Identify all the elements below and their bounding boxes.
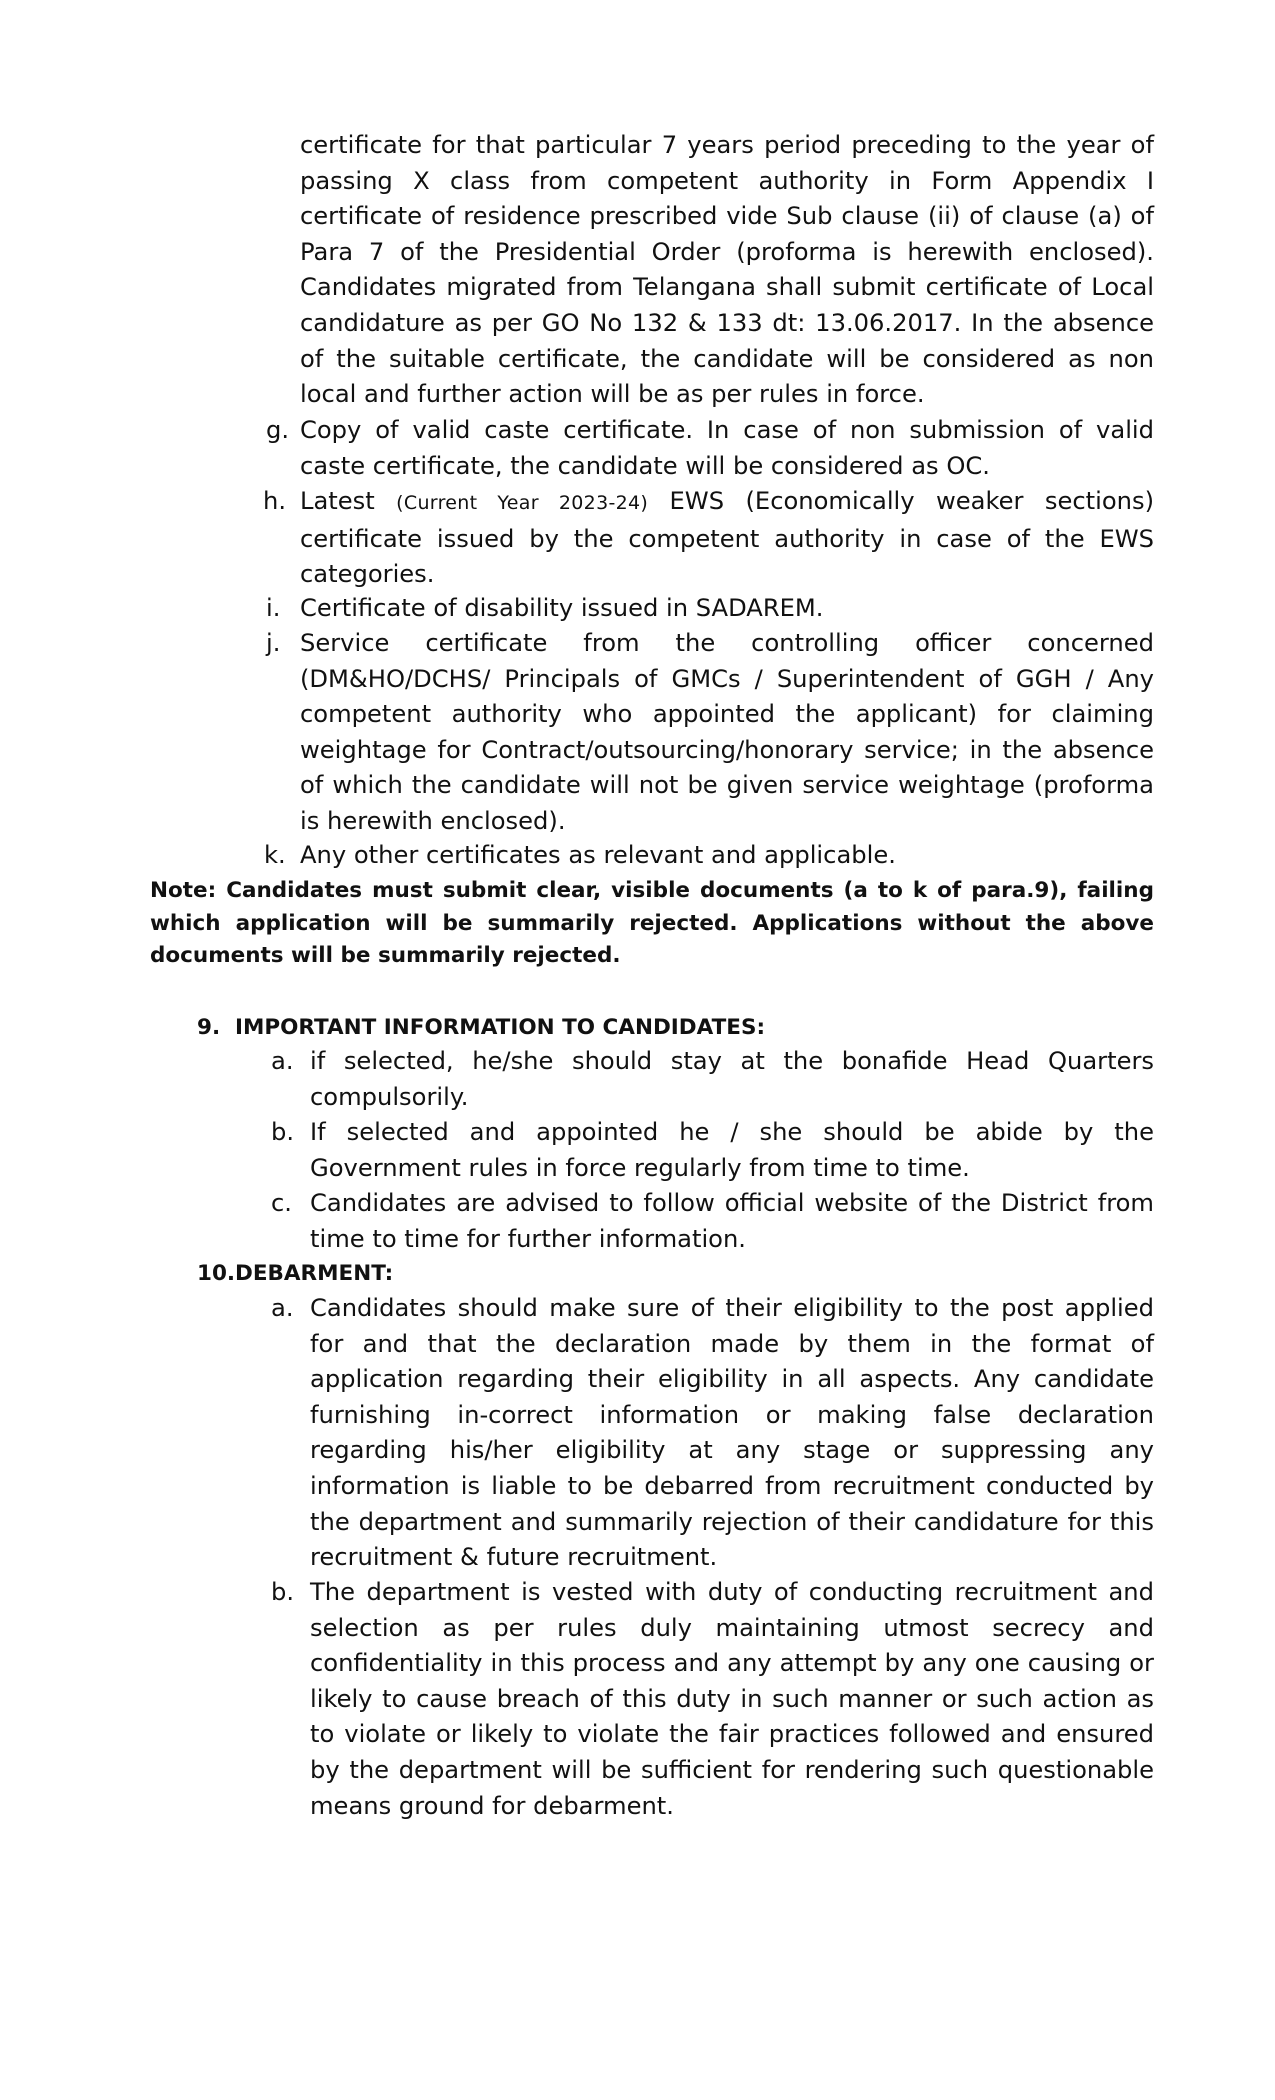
section-9-number: 9. <box>197 1015 221 1040</box>
section-9-marker-b: b. <box>271 1118 295 1146</box>
section-10-heading: DEBARMENT: <box>235 1261 394 1286</box>
section-10-item-eligibility: Candidates should make sure of their eligibility to the post applied for and that the declaration made by them in the format of application regarding their eligibility in all aspects. Any candidate furnishing in-correct information or making false declaration regarding his/her eligibility at any stage or suppressing any information is liable to be debarred from recruitment conducted by the department and summarily rejection of their candidature for this recruitment & future recruitment. <box>310 1294 1154 1572</box>
list-marker-j: j. <box>266 629 281 657</box>
section-9-marker-c: c. <box>271 1189 292 1217</box>
section-9-item-government-rules: If selected and appointed he / she should be abide by the Government rules in force regularly from time to time. <box>310 1118 1154 1182</box>
section-10-marker-a: a. <box>271 1294 294 1322</box>
section-10-marker-b: b. <box>271 1578 295 1606</box>
certificate-continuation-paragraph: certificate for that particular 7 years period preceding to the year of passing X class from competent authority in Form Appendix I certificate of residence prescribed vide Sub clause (ii) of clause (a) of Para 7 of the Presidential Order (proforma is herewith enclosed). Candidates migrated from Telangana shall submit certificate of Local candidature as per GO No 132 & 133 dt: 13.06.2017. In the absence of the suitable certificate, the candidate will be considered as non local and further action will be as per rules in force. <box>300 131 1154 409</box>
list-marker-g: g. <box>266 416 290 444</box>
list-item-service-certificate: Service certificate from the controlling officer concerned (DM&HO/DCHS/ Principals of GMCs / Superintendent of GGH / Any competent authority who appointed the applicant) for claiming weightage for Contract/outsourcing/honorary service; in the absence of which the candidate will not be given service weightage (proforma is herewith enclosed). <box>300 629 1154 835</box>
list-item-ews-certificate <box>300 484 1154 593</box>
ews-text-before: Latest <box>300 487 397 515</box>
list-marker-i: i. <box>266 594 281 622</box>
list-marker-k: k. <box>264 841 286 869</box>
ews-current-year: (Current Year 2023-24) <box>396 492 649 514</box>
section-9-item-official-website: Candidates are advised to follow official website of the District from time to time for further information. <box>310 1189 1154 1253</box>
section-9-heading: IMPORTANT INFORMATION TO CANDIDATES: <box>235 1015 766 1040</box>
list-item-disability-certificate: Certificate of disability issued in SADAREM. <box>300 594 824 622</box>
documents-note: Note: Candidates must submit clear, visible documents (a to k of para.9), failing which application will be summarily rejected. Applications without the above documents will be summarily rejected. <box>150 878 1154 968</box>
ews-text-after: EWS (Economically weaker sections) certificate issued by the competent authority in case of the EWS categories. <box>300 487 1155 589</box>
list-item-caste-certificate: Copy of valid caste certificate. In case of non submission of valid caste certificate, the candidate will be considered as OC. <box>300 416 1154 480</box>
section-10-number: 10. <box>197 1261 236 1286</box>
section-10-item-secrecy: The department is vested with duty of conducting recruitment and selection as per rules duly maintaining utmost secrecy and confidentiality in this process and any attempt by any one causing or likely to cause breach of this duty in such manner or such action as to violate or likely to violate the fair practices followed and ensured by the department will be sufficient for rendering such questionable means ground for debarment. <box>310 1578 1154 1820</box>
list-marker-h: h. <box>263 487 287 515</box>
section-9-marker-a: a. <box>271 1047 294 1075</box>
section-9-item-headquarters: if selected, he/she should stay at the bonafide Head Quarters compulsorily. <box>310 1047 1154 1111</box>
list-item-other-certificates: Any other certificates as relevant and applicable. <box>300 841 896 869</box>
